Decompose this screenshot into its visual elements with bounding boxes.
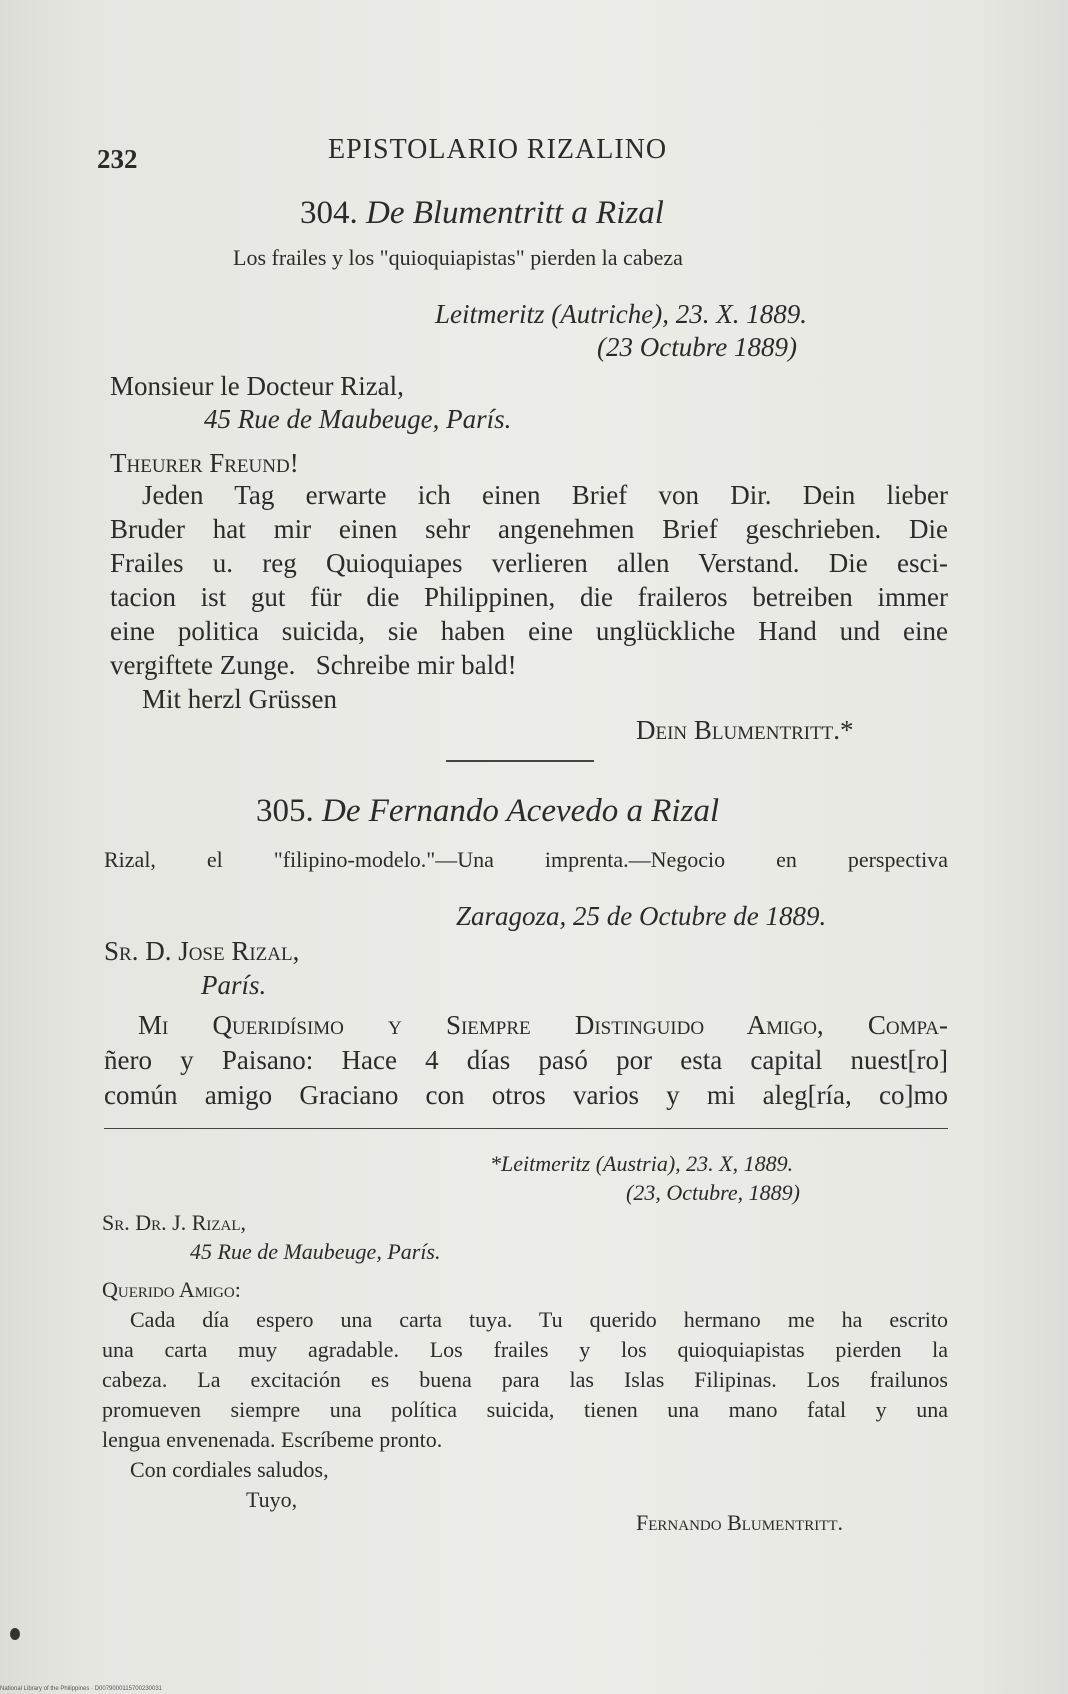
dateline: Leitmeritz (Autriche), 23. X. 1889. (435, 299, 807, 329)
letter-summary: Los frailes y los "quioquiapistas" pierden la cabeza (233, 245, 683, 270)
signature: Dein Blumentritt.* (636, 715, 854, 745)
footnote-line: cabeza. La excitación es buena para las Islas Filipinas. Los frailunos (102, 1367, 948, 1392)
letter-summary: Rizal, el "filipino-modelo."—Una imprenta.—Negocio en perspectiva (104, 847, 948, 872)
page-number: 232 (97, 144, 138, 174)
letter-305-heading (256, 793, 719, 830)
footnote-line: promueven siempre una política suicida, tienen una mano fatal y una (102, 1397, 948, 1422)
scan-footer: National Library of the Philippines · D0079000115700230031 (0, 1686, 163, 1692)
section-divider (446, 760, 594, 762)
footnote-address-1: Sr. Dr. J. Rizal, (102, 1210, 247, 1235)
footnote-address-2: 45 Rue de Maubeuge, París. (190, 1239, 441, 1264)
letter-body-line: Frailes u. reg Quioquiapes verlieren allen Verstand. Die esci- (110, 548, 948, 578)
closing: Mit herzl Grüssen (142, 684, 337, 714)
letter-title: De Blumentritt a Rizal (366, 195, 664, 231)
letter-body-line-last (110, 648, 517, 682)
letter-body-line: eine politica suicida, sie haben eine unglückliche Hand und eine (110, 616, 948, 646)
letter-body-line: Mi Queridísimo y Siempre Distinguido Amigo, Compa- (138, 1010, 948, 1040)
letter-304-heading (300, 195, 664, 232)
address-line-1: Monsieur le Docteur Rizal, (110, 371, 404, 401)
footnote-closing-2: Tuyo, (246, 1487, 298, 1512)
letter-title: De Fernando Acevedo a Rizal (322, 793, 720, 829)
salutation: Theurer Freund! (110, 448, 299, 478)
footnote-line: Cada día espero una carta tuya. Tu querido hermano me ha escrito (130, 1307, 948, 1332)
address-line-1: Sr. D. Jose Rizal, (104, 936, 300, 966)
footnote-dateline-2: (23, Octubre, 1889) (626, 1180, 800, 1205)
address-line-2: París. (201, 970, 267, 1000)
letter-body-line: común amigo Graciano con otros varios y mi aleg[ría, co]mo (104, 1080, 948, 1110)
running-title: EPISTOLARIO RIZALINO (328, 134, 668, 165)
dateline-spanish: (23 Octubre 1889) (597, 332, 797, 362)
footnote-line: una carta muy agradable. Los frailes y los quioquiapistas pierden la (102, 1337, 948, 1362)
address-line-2: 45 Rue de Maubeuge, París. (204, 404, 512, 434)
footnote-line-last: lengua envenenada. Escríbeme pronto. (102, 1427, 443, 1452)
letter-body-line: Bruder hat mir einen sehr angenehmen Brief geschrieben. Die (110, 514, 948, 544)
letter-number: 304. (300, 195, 358, 231)
footnote-rule (104, 1128, 948, 1129)
letter-number: 305. (256, 793, 314, 829)
footnote-signature: Fernando Blumentritt. (636, 1510, 844, 1535)
footnote-closing: Con cordiales saludos, (130, 1457, 329, 1482)
letter-body-line: Jeden Tag erwarte ich einen Brief von Dir. Dein lieber (142, 480, 948, 510)
footnote-salutation: Querido Amigo: (102, 1277, 241, 1302)
letter-body-line: ñero y Paisano: Hace 4 días pasó por esta capital nuest[ro] (104, 1045, 948, 1075)
footnote-dateline: *Leitmeritz (Austria), 23. X, 1889. (490, 1151, 794, 1176)
letter-body-line: tacion ist gut für die Philippinen, die fraileros betreiben immer (110, 582, 948, 612)
ink-spot (10, 1628, 20, 1640)
body-text: Schreibe mir bald! (315, 650, 517, 680)
body-text: vergiftete Zunge. (110, 650, 296, 680)
dateline: Zaragoza, 25 de Octubre de 1889. (456, 901, 827, 931)
